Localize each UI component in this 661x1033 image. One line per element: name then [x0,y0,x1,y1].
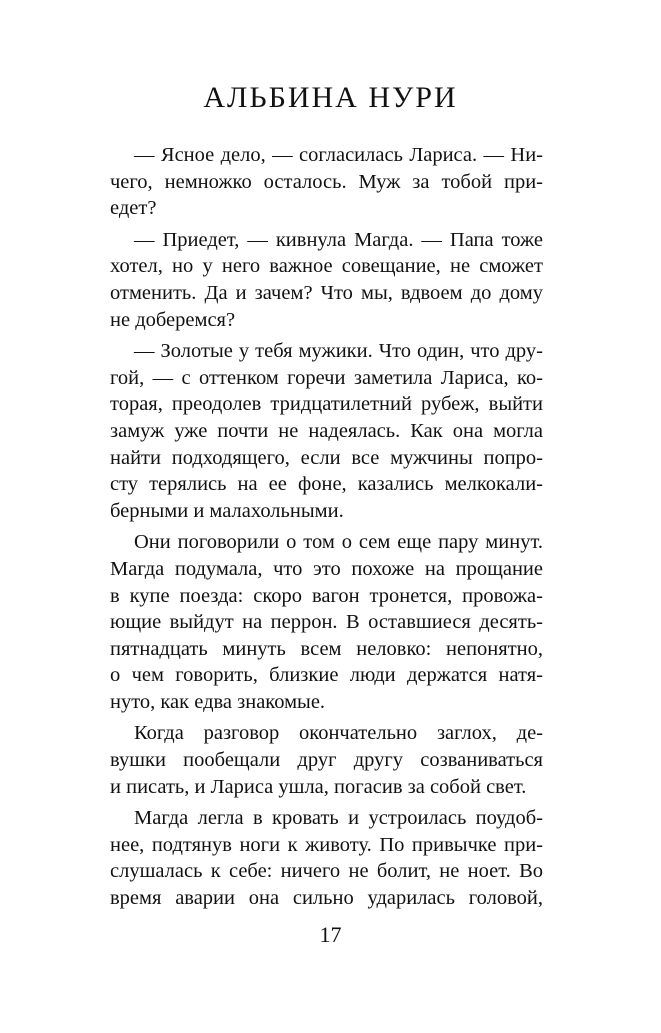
text-line: чего, немножко осталось. Муж за тобой при- [110,170,543,193]
text-line: время аварии она сильно ударилась головой, [110,887,543,910]
text-line: — Приедет, — кивнула Магда. — Папа тоже [134,228,543,251]
text-line: Магда подумала, что это похоже на прощание [110,557,543,580]
text-line: торая, преодолев тридцатилетний рубеж, выйти [110,393,543,416]
text-line: сту терялись на ее фоне, казались мелкокали- [110,473,543,496]
text-line: пятнадцать минуть всем неловко: непонятно, [110,637,543,660]
body-text [110,142,543,912]
text-line: в купе поезда: скоро вагон тронется, провожа- [110,584,543,607]
paragraph [110,227,543,333]
text-line: Магда легла в кровать и устроилась поудоб- [134,807,543,830]
text-line: Когда разговор окончательно заглох, де- [134,722,543,745]
text-line: не доберемся? [110,308,236,331]
text-line: нее, подтянув ноги к животу. По привычке при- [110,833,543,856]
text-line: вушки пообещали друг другу созваниваться [110,749,543,772]
text-line: Они поговорили о том о сем еще пару минут. [134,531,543,554]
text-line: — Ясное дело, — согласилась Лариса. — Ни- [134,144,543,166]
page-number: 17 [319,922,342,947]
text-line: хотел, но у него важное совещание, не сможет [110,255,543,278]
paragraph [110,720,543,800]
paragraph [110,338,543,524]
text-line: гой, — с оттенком горечи заметила Лариса, ко- [110,366,543,389]
text-line: берными и малахольными. [110,499,344,522]
text-line: — Золотые у тебя мужики. Что один, что дру- [134,340,543,363]
text-line: замуж уже почти не надеялась. Как она могла [110,419,543,442]
text-line: найти подходящего, если все мужчины попро- [110,446,543,469]
text-line: отменить. Да и зачем? Что мы, вдвоем до дому [110,281,543,304]
text-line: ющие выйдут на перрон. В оставшиеся десять- [110,611,543,634]
paragraph [110,529,543,715]
text-line: нуто, как едва знакомые. [110,690,326,713]
text-line: о чем говорить, близкие люди держатся натя- [110,664,543,687]
paragraph [110,805,543,911]
text-line: едет? [110,197,157,220]
running-head-author: АЛЬБИНА НУРИ [203,81,458,114]
paragraph [110,142,543,222]
text-line: слушалась к себе: ничего не болит, не ноет. Во [110,860,543,883]
text-line: и писать, и Лариса ушла, погасив за собой свет. [110,775,527,798]
